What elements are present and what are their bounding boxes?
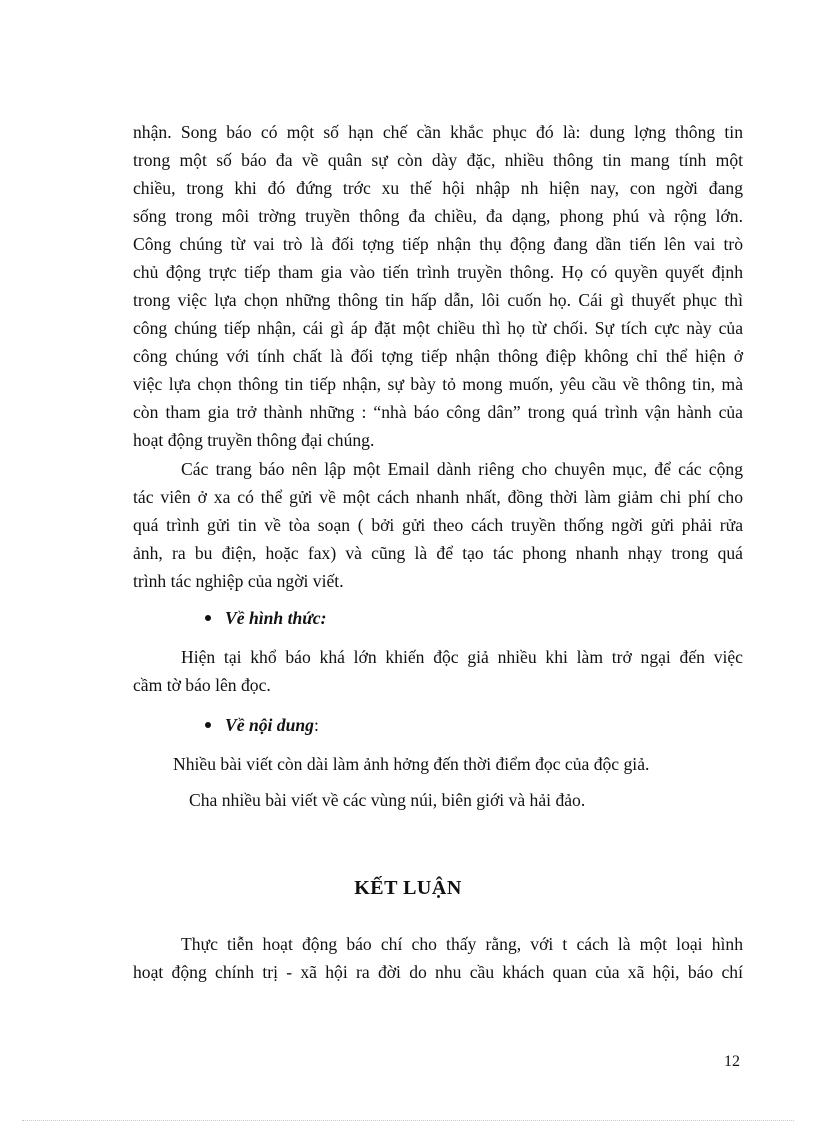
content-issue-line: Nhiều bài viết còn dài làm ảnh hởng đến thời điểm đọc của độc giả. (173, 754, 650, 774)
bullet-content-heading (205, 711, 319, 739)
paragraph-line: Hiện tại khổ báo khá lớn khiến độc giả nhiều khi làm trở ngại đến việc (181, 647, 743, 667)
paragraph-line: trình tác nghiệp của ngời viết. (133, 571, 344, 591)
bullet-icon (205, 722, 211, 728)
section-heading: KẾT LUẬN (354, 877, 462, 899)
paragraph-line: công chúng với tính chất là đối tợng tiếp nhận thông điệp không chỉ thể hiện ở (133, 346, 743, 366)
paragraph-line: hoạt động chính trị - xã hội ra đời do nhu cầu khách quan của xã hội, báo chí (133, 962, 743, 982)
paragraph-line: công chúng tiếp nhận, cái gì áp đặt một chiều thì họ từ chối. Sự tích cực này của (133, 318, 743, 338)
paragraph-line: Công chúng từ vai trò là đối tợng tiếp nhận thụ động đang dần tiến lên vai trò (133, 234, 743, 254)
paragraph-line: hoạt động truyền thông đại chúng. (133, 430, 375, 450)
paragraph-conclusion (133, 930, 743, 986)
page-footer-divider (22, 1120, 794, 1121)
content-issue-line: Cha nhiều bài viết về các vùng núi, biên giới và hải đảo. (189, 790, 586, 810)
paragraph-line: quá trình gửi tin về tòa soạn ( bởi gửi theo cách truyền thống ngời gửi phải rửa (133, 515, 743, 535)
bullet-colon: : (313, 715, 319, 735)
paragraph-line: Các trang báo nên lập một Email dành riêng cho chuyên mục, để các cộng (181, 459, 743, 479)
paragraph-line: nhận. Song báo có một số hạn chế cần khắc phục đó là: dung lợng thông tin (133, 122, 743, 142)
bullet-form-heading (205, 604, 326, 632)
paragraph-line: ảnh, ra bu điện, hoặc fax) và cũng là để tạo tác phong nhanh nhạy trong quá (133, 543, 743, 563)
bullet-icon (205, 615, 211, 621)
paragraph-email-suggestion (133, 455, 743, 595)
paragraph-line: chủ động trực tiếp tham gia vào tiến trình truyền thông. Họ có quyền quyết định (133, 262, 743, 282)
bullet-label: Về hình thức: (225, 608, 327, 628)
page-number: 12 (724, 1053, 740, 1070)
paragraph-line: sống trong môi trờng truyền thông đa chiều, đa dạng, phong phú và rộng lớn. (133, 206, 743, 226)
paragraph-line: chiều, trong khi đó đứng trớc xu thế hội nhập nh hiện nay, con ngời đang (133, 178, 743, 198)
bullet-label: Về nội dung (225, 715, 314, 735)
paragraph-line: còn tham gia trở thành những : “nhà báo công dân” trong quá trình vận hành của (133, 402, 743, 422)
paragraph-line: trong việc lựa chọn những thông tin hấp dẫn, lôi cuốn họ. Cái gì thuyết phục thì (133, 290, 743, 310)
paragraph-line: trong một số báo đa về quân sự còn dày đặc, nhiều thông tin mang tính một (133, 150, 743, 170)
paragraph-line: tác viên ở xa có thể gửi về một cách nhanh nhất, đồng thời làm giảm chi phí cho (133, 487, 743, 507)
paragraph-line: Thực tiễn hoạt động báo chí cho thấy rằng, với t cách là một loại hình (181, 934, 743, 954)
paragraph-press-limitations (133, 118, 743, 454)
paragraph-form-issue (133, 643, 743, 699)
paragraph-line: cầm tờ báo lên đọc. (133, 675, 271, 695)
paragraph-line: việc lựa chọn thông tin tiếp nhận, sự bày tỏ mong muốn, yêu cầu về thông tin, mà (133, 374, 743, 394)
